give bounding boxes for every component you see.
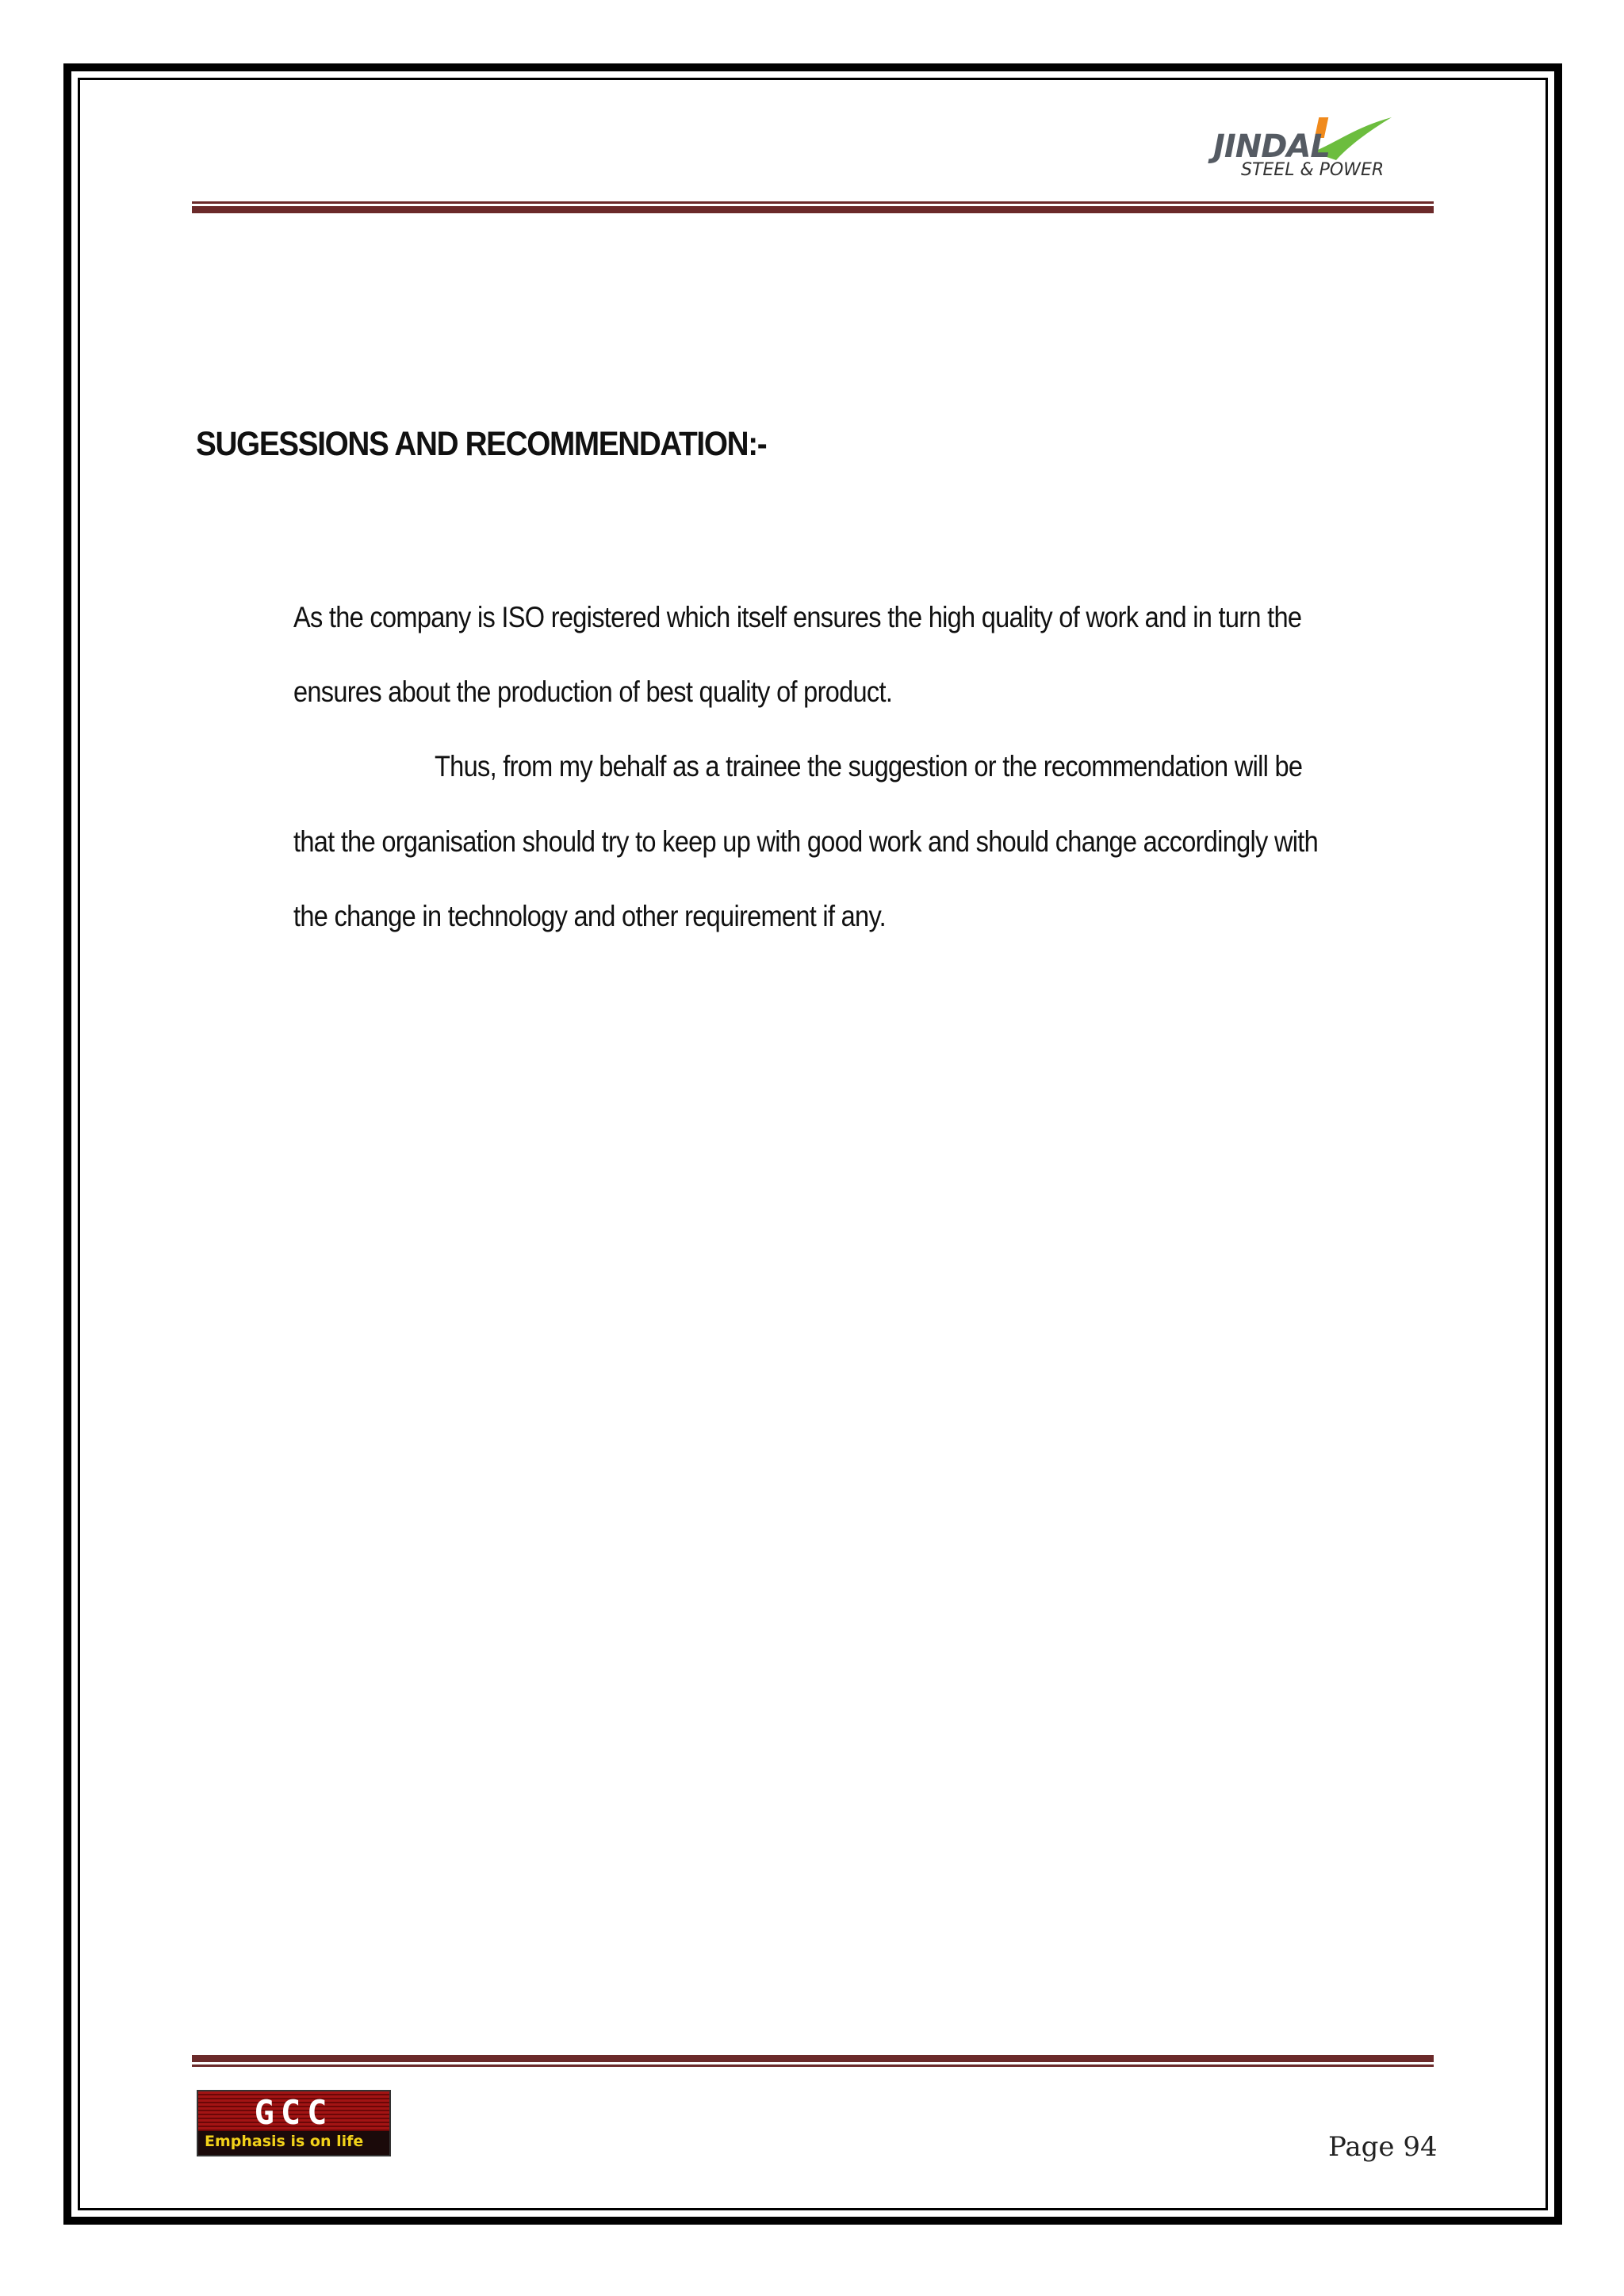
- page-number: Page 94: [1328, 2131, 1438, 2163]
- header-rule: [192, 201, 1434, 213]
- paragraph-line-4: that the organisation should try to keep up with good work and should change accordingly with: [293, 825, 1319, 858]
- paragraph-line-1: As the company is ISO registered which itself ensures the high quality of work and in turn the: [293, 601, 1302, 633]
- jindal-logo-subtitle: STEEL & POWER: [1241, 160, 1385, 180]
- footer-rule: [192, 2055, 1434, 2067]
- paragraph-line-2: ensures about the production of best quality of product.: [293, 675, 893, 708]
- section-heading: SUGESSIONS AND RECOMMENDATION:-: [196, 425, 767, 463]
- gcc-logo-letters: GCC: [254, 2093, 334, 2132]
- paragraph-line-3: Thus, from my behalf as a trainee the suggestion or the recommendation will be: [435, 750, 1303, 783]
- jindal-logo-brand: JINDAL: [1213, 128, 1330, 165]
- paragraph-line-5: the change in technology and other requirement if any.: [293, 900, 886, 932]
- gcc-logo-tagline: Emphasis is on life: [205, 2133, 364, 2150]
- page-border-inner: [78, 78, 1548, 2210]
- jindal-logo: [1209, 111, 1400, 186]
- gcc-logo: [197, 2090, 391, 2156]
